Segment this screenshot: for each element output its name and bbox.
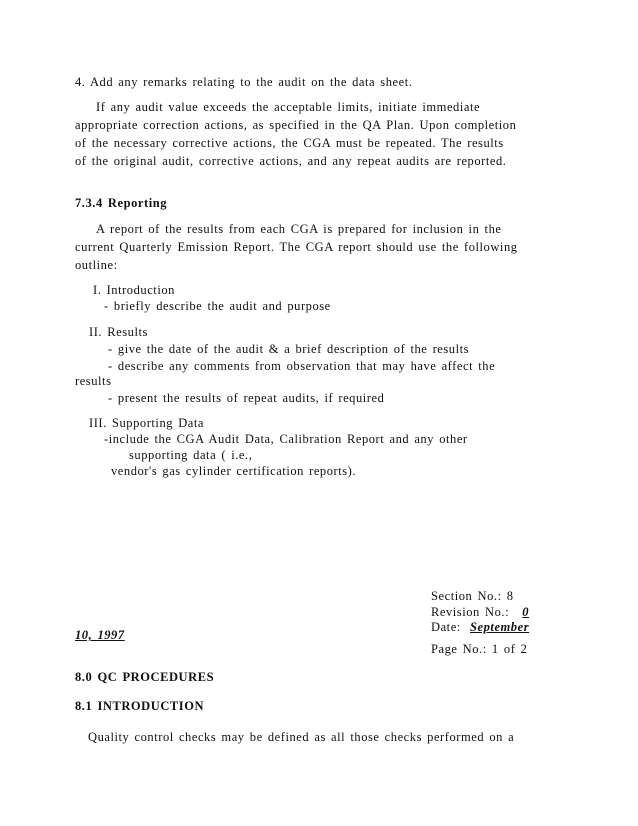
section-heading-reporting: 7.3.4 Reporting [75,196,168,210]
outline-item: - describe any comments from observation that may have affect the [108,359,496,373]
outline-results: II. Results [89,325,148,339]
date-value-day-year: 10, 1997 [75,628,125,642]
section-heading-introduction: 8.1 INTRODUCTION [75,699,205,713]
revision-value: 0 [522,605,530,619]
outline-item: vendor's gas cylinder certification reports). [111,464,357,478]
paragraph-line: of the necessary corrective actions, the CGA must be repeated. The results [75,136,504,150]
date-value-month: September [470,620,530,634]
paragraph-line: appropriate correction actions, as specified in the QA Plan. Upon completion [75,118,517,132]
header-section: Section No.: 8 [431,589,514,603]
outline-item: - give the date of the audit & a brief description of the results [108,342,470,356]
outline-introduction: I. Introduction [93,283,175,297]
paragraph-line: If any audit value exceeds the acceptable limits, initiate immediate [96,100,481,114]
header-revision [431,604,529,620]
outline-item: - briefly describe the audit and purpose [104,299,331,313]
paragraph-line: outline: [75,258,118,272]
step-4: 4. Add any remarks relating to the audit on the data sheet. [75,75,413,89]
date-label: Date: [431,620,461,634]
paragraph-line: A report of the results from each CGA is prepared for inclusion in the [96,222,502,236]
outline-item: supporting data ( i.e., [129,448,253,462]
section-heading-qc-procedures: 8.0 QC PROCEDURES [75,670,215,684]
outline-supporting-data: III. Supporting Data [89,416,205,430]
paragraph-line: current Quarterly Emission Report. The CGA report should use the following [75,240,518,254]
paragraph-line: Quality control checks may be defined as all those checks performed on a [88,730,515,744]
header-date [431,619,529,635]
outline-item: -include the CGA Audit Data, Calibration Report and any other [104,432,468,446]
paragraph-line: of the original audit, corrective actions, and any repeat audits are reported. [75,154,507,168]
revision-label: Revision No.: [431,605,510,619]
outline-item: - present the results of repeat audits, if required [108,391,385,405]
header-page: Page No.: 1 of 2 [431,642,528,656]
outline-item: results [75,374,112,388]
